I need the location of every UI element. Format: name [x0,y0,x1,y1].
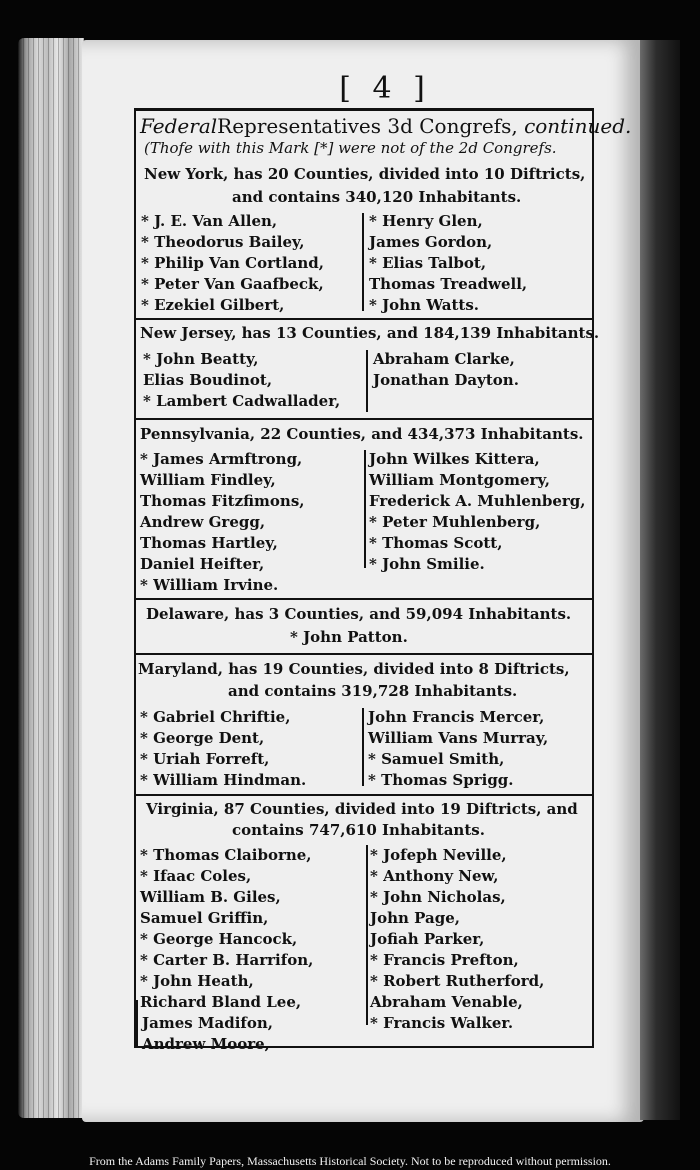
title-main: Representatives 3d Congrefs, [217,114,525,138]
member-name: * Anthony New, [370,867,499,885]
member-name: Jonathan Dayton. [373,371,519,389]
member-name: * Philip Van Cortland, [141,254,324,272]
member-name: Elias Boudinot, [143,371,273,389]
member-name: Frederick A. Muhlenberg, [369,492,586,510]
section-divider [136,653,592,655]
section-divider [136,794,592,796]
member-name: * John Smilie. [369,555,485,573]
member-name: James Madifon, [142,1014,273,1032]
member-name: * John Nicholas, [370,888,506,906]
member-name: William Montgomery, [369,471,550,489]
page-number: [ 4 ] [339,71,431,106]
member-name: * Thomas Sprigg. [368,771,514,789]
member-name: Daniel Heifter, [140,555,265,573]
virginia-header: Virginia, 87 Counties, divided into 19 Diftricts, and [146,800,578,818]
member-name: * Peter Muhlenberg, [369,513,541,531]
member-name: William B. Giles, [140,888,281,906]
member-name: John Wilkes Kittera, [369,450,540,468]
member-name: * Ifaac Coles, [140,867,252,885]
member-name: * Uriah Forreft, [140,750,270,768]
column-divider [364,450,366,568]
member-name: * James Armftrong, [140,450,303,468]
member-name: * Robert Rutherford, [370,972,545,990]
member-name: Thomas Treadwell, [369,275,528,293]
member-name: * Lambert Cadwallader, [143,392,341,410]
member-name: * Theodorus Bailey, [141,233,305,251]
member-name: * John Beatty, [143,350,259,368]
margin-bracket [136,1000,138,1048]
member-name: * Thomas Claiborne, [140,846,312,864]
member-name: Abraham Venable, [370,993,523,1011]
member-name: * William Hindman. [140,771,307,789]
page-gutter [640,40,680,1120]
member-name: * John Heath, [140,972,254,990]
member-name: * Francis Walker. [370,1014,514,1032]
title-federal: Federal [140,114,218,138]
page-subtitle: (Thofe with this Mark [*] were not of the 2d Congrefs. [144,139,557,157]
section-divider [136,598,592,600]
maryland-population: and contains 319,728 Inhabitants. [228,682,518,700]
member-name: * John Watts. [369,296,479,314]
maryland-header: Maryland, has 19 Counties, divided into 8 Diftricts, [138,660,570,678]
member-name: * Francis Prefton, [370,951,519,969]
member-name: Jofiah Parker, [370,930,485,948]
member-name: Thomas Fitzfimons, [140,492,305,510]
member-name: * William Irvine. [140,576,279,594]
member-name: * Samuel Smith, [368,750,505,768]
copyright-footer: From the Adams Family Papers, Massachusetts Historical Society. Not to be reproduced without permission. [89,1154,611,1168]
new-york-population: and contains 340,120 Inhabitants. [232,188,522,206]
delaware-header: Delaware, has 3 Counties, and 59,094 Inhabitants. [146,605,572,623]
member-name: * J. E. Van Allen, [141,212,278,230]
title-continued: continued. [524,114,632,138]
new-york-header: New York, has 20 Counties, divided into 10 Diftricts, [144,165,586,183]
member-name: William Vans Murray, [368,729,549,747]
member-name: * Henry Glen, [369,212,483,230]
member-name: * Thomas Scott, [369,534,503,552]
member-name: Andrew Moore, [142,1035,270,1053]
member-name: * Gabriel Chriftie, [140,708,291,726]
member-name: Samuel Griffin, [140,909,269,927]
member-name: * George Hancock, [140,930,298,948]
book-edge [18,38,84,1118]
section-divider [136,418,592,420]
new-jersey-header: New Jersey, has 13 Counties, and 184,139 Inhabitants. [140,324,600,342]
member-name: * Ezekiel Gilbert, [141,296,285,314]
column-divider [366,350,368,412]
member-name: John Francis Mercer, [368,708,545,726]
section-divider [136,318,592,320]
member-name: William Findley, [140,471,276,489]
member-name: * Peter Van Gaafbeck, [141,275,324,293]
column-divider [362,708,364,786]
member-name: * Jofeph Neville, [370,846,507,864]
member-name: Thomas Hartley, [140,534,278,552]
member-name: * George Dent, [140,729,265,747]
member-name: Abraham Clarke, [373,350,515,368]
column-divider [366,845,368,1025]
member-name: Richard Bland Lee, [140,993,302,1011]
member-name: Andrew Gregg, [140,513,266,531]
member-name: * Carter B. Harrifon, [140,951,314,969]
member-name: * Elias Talbot, [369,254,487,272]
member-name: * John Patton. [290,628,408,646]
member-name: John Page, [370,909,460,927]
page-title [140,116,631,136]
column-divider [362,213,364,311]
member-name: James Gordon, [369,233,493,251]
virginia-population: contains 747,610 Inhabitants. [232,821,485,839]
pennsylvania-header: Pennsylvania, 22 Counties, and 434,373 Inhabitants. [140,425,584,443]
